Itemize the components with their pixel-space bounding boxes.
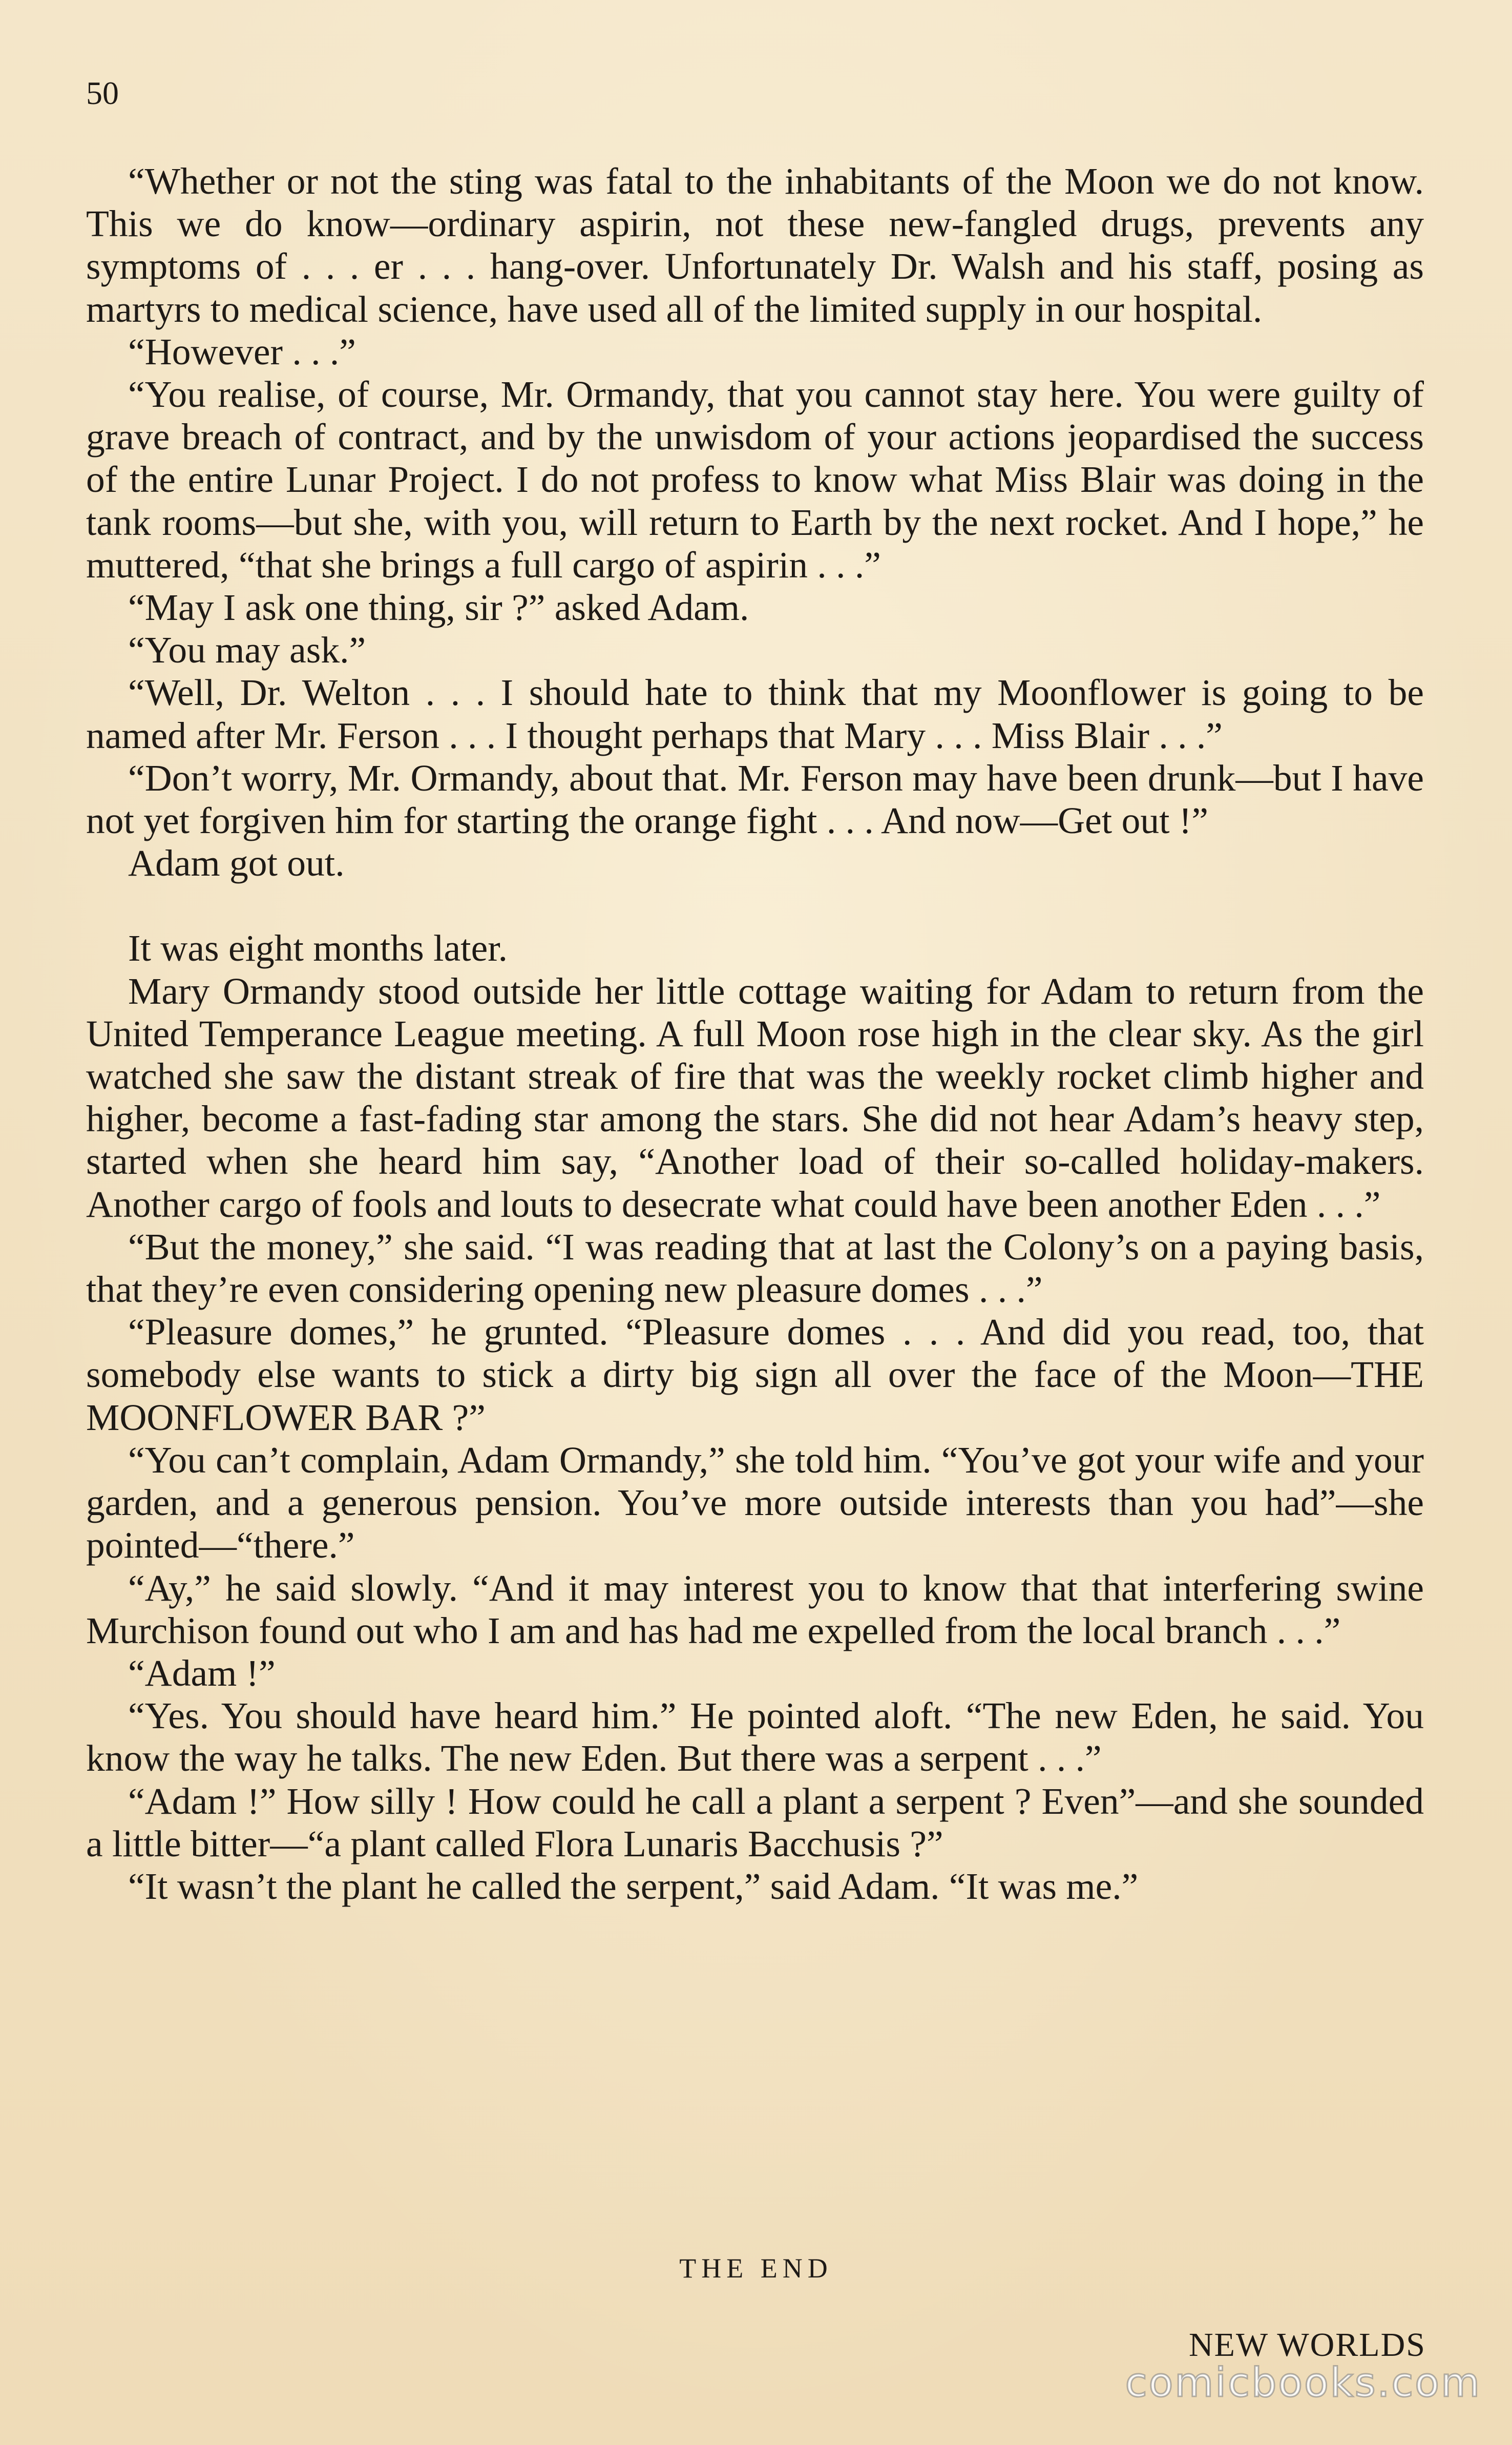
section-break	[86, 884, 1424, 927]
paragraph: “It wasn’t the plant he called the serpent,” said Adam. “It was me.”	[128, 1865, 1139, 1907]
paragraph: “Yes. You should have heard him.” He pointed aloft. “The new Eden, he said. You know the way he talks. The new Eden. But there was a serpent . . .”	[86, 1695, 1424, 1779]
paragraph: “Adam !” How silly ! How could he call a plant a serpent ? Even”—and she sounded a little bitter—“a plant called Flora Lunaris Bacchusis ?”	[86, 1780, 1424, 1864]
magazine-title-footer: NEW WORLDS	[1188, 2326, 1426, 2364]
paragraph: “Don’t worry, Mr. Ormandy, about that. Mr. Ferson may have been drunk—but I have not yet forgiven him for starting the orange fight . . . And now—Get out !”	[86, 757, 1424, 842]
story-text	[86, 160, 1424, 1908]
paragraph: “However . . .”	[128, 330, 356, 372]
paragraph: “You may ask.”	[128, 629, 366, 671]
paragraph: “You can’t complain, Adam Ormandy,” she told him. “You’ve got your wife and your garden, and a generous pension. You’ve more outside interests than you had”—she pointed—“there.”	[86, 1439, 1424, 1566]
paragraph: “Whether or not the sting was fatal to the inhabitants of the Moon we do not know. This we do know—ordinary aspirin, not these new-fangled drugs, prevents any symptoms of . . . er . . . hang-over. Unfortunately Dr. Walsh and his staff, posing as martyrs to medical science, have used all of the limited supply in our hospital.	[86, 160, 1424, 330]
paragraph: “Well, Dr. Welton . . . I should hate to think that my Moonflower is going to be named after Mr. Ferson . . . I thought perhaps that Mary . . . Miss Blair . . .”	[86, 672, 1424, 756]
paragraph: It was eight months later.	[128, 927, 508, 969]
paragraph: “Ay,” he said slowly. “And it may interest you to know that that interfering swine Murchison found out who I am and has had me expelled from the local branch . . .”	[86, 1567, 1424, 1651]
paragraph: “May I ask one thing, sir ?” asked Adam.	[128, 587, 749, 629]
paragraph: “But the money,” she said. “I was reading that at last the Colony’s on a paying basis, that they’re even considering opening new pleasure domes . . .”	[86, 1226, 1424, 1311]
paragraph: Mary Ormandy stood outside her little cottage waiting for Adam to return from the United Temperance League meeting. A full Moon rose high in the clear sky. As the girl watched she saw the distant streak of fire that was the weekly rocket climb higher and higher, become a fast-fading star among the stars. She did not hear Adam’s heavy step, started when she heard him say, “Another load of their so-called holiday-makers. Another cargo of fools and louts to desecrate what could have been another Eden . . .”	[86, 970, 1424, 1225]
paragraph: “Pleasure domes,” he grunted. “Pleasure domes . . . And did you read, too, that somebody else wants to stick a dirty big sign all over the face of the Moon—THE MOONFLOWER BAR ?”	[86, 1311, 1424, 1438]
page-number: 50	[86, 75, 119, 111]
paragraph: “You realise, of course, Mr. Ormandy, that you cannot stay here. You were guilty of grave breach of contract, and by the unwisdom of your actions jeopardised the success of the entire Lunar Project. I do not profess to know what Miss Blair was doing in the tank rooms—but she, with you, will return to Earth by the next rocket. And I hope,” he muttered, “that she brings a full cargo of aspirin . . .”	[86, 374, 1424, 586]
the-end-label: THE END	[679, 2253, 833, 2284]
site-watermark: comicbooks.com	[1125, 2360, 1481, 2406]
paragraph: “Adam !”	[128, 1652, 276, 1694]
paragraph: Adam got out.	[128, 842, 345, 884]
